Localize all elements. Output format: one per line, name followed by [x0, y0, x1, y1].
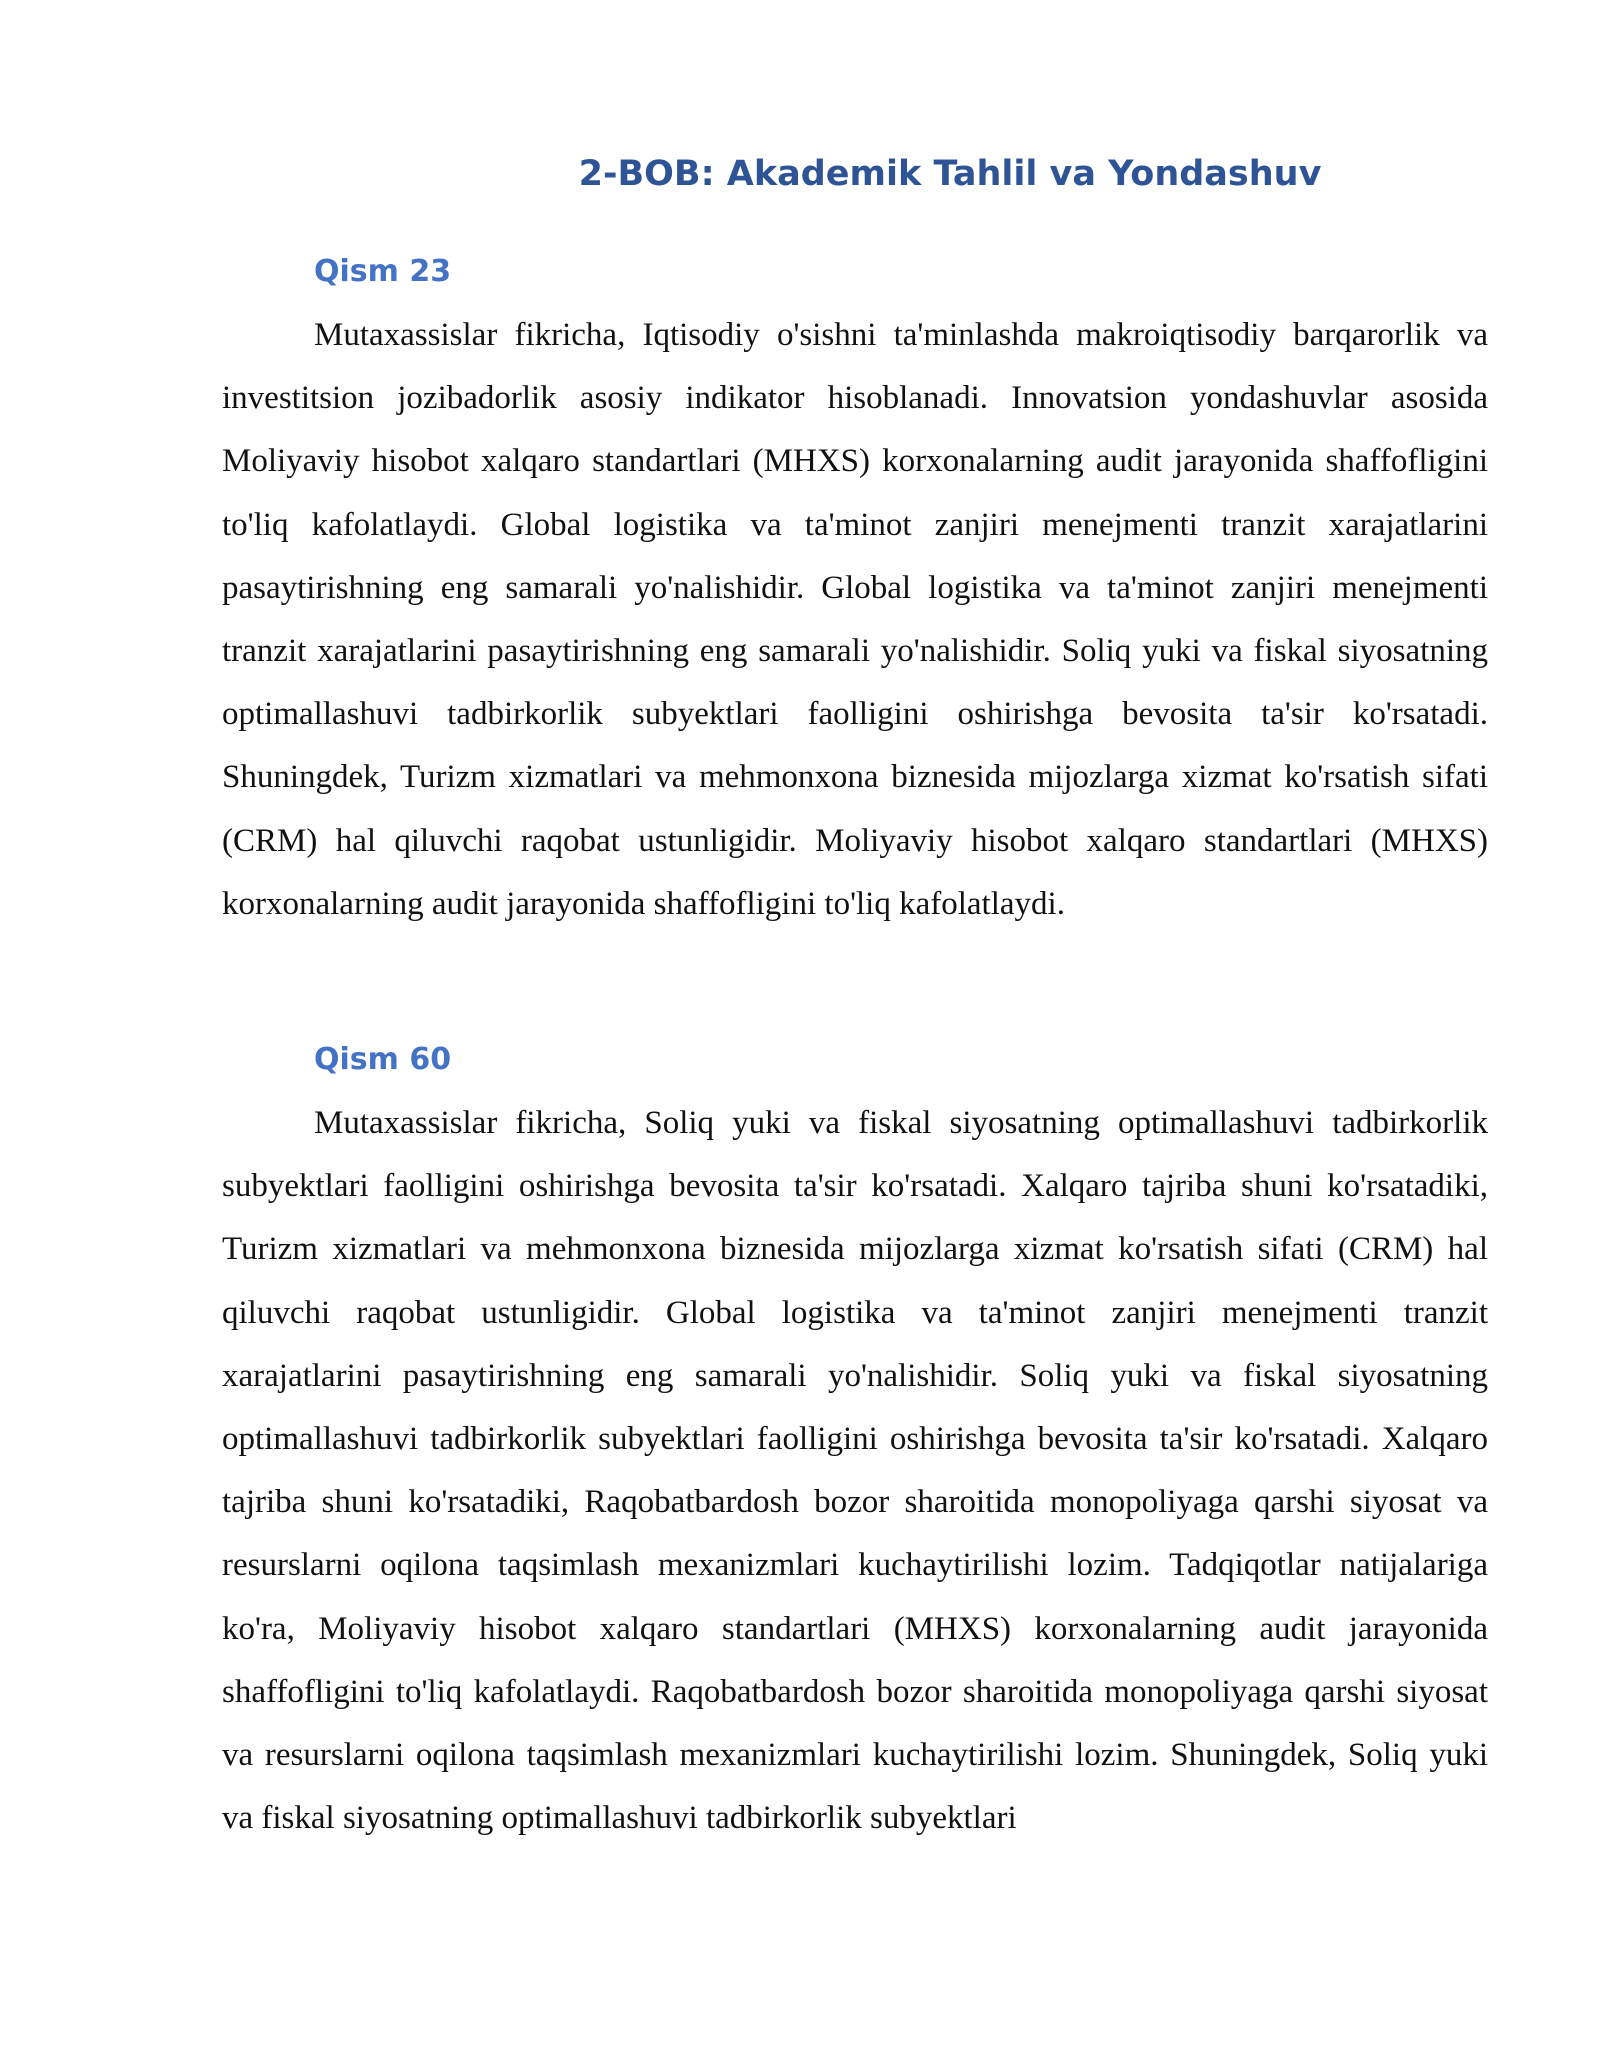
chapter-title: 2-BOB: Akademik Tahlil va Yondashuv	[578, 154, 1322, 194]
section-heading: Qism 60	[314, 1042, 452, 1077]
section-qism-23	[222, 250, 1488, 936]
section-paragraph: Mutaxassislar fikricha, Iqtisodiy o'sishni ta'minlashda makroiqtisodiy barqarorlik va investitsion jozibadorlik asosiy indikator hisoblanadi. Innovatsion yondashuvlar asosida Moliyaviy hisobot xalqaro standartlari (MHXS) korxonalarning audit jarayonida shaffofligini to'liq kafolatlaydi. Global logistika va ta'minot zanjiri menejmenti tranzit xarajatlarini pasaytirishning eng samarali yo'nalishidir. Global logistika va ta'minot zanjiri menejmenti tranzit xarajatlarini pasaytirishning eng samarali yo'nalishidir. Soliq yuki va fiskal siyosatning optimallashuvi tadbirkorlik subyektlari faolligini oshirishga bevosita ta'sir ko'rsatadi. Shuningdek, Turizm xizmatlari va mehmonxona biznesida mijozlarga xizmat ko'rsatish sifati (CRM) hal qiluvchi raqobat ustunligidir. Moliyaviy hisobot xalqaro standartlari (MHXS) korxonalarning audit jarayonida shaffofligini to'liq kafolatlaydi.	[222, 317, 1488, 922]
section-heading: Qism 23	[314, 254, 452, 289]
section-paragraph: Mutaxassislar fikricha, Soliq yuki va fiskal siyosatning optimallashuvi tadbirkorlik subyektlari faolligini oshirishga bevosita ta'sir ko'rsatadi. Xalqaro tajriba shuni ko'rsatadiki, Turizm xizmatlari va mehmonxona biznesida mijozlarga xizmat ko'rsatish sifati (CRM) hal qiluvchi raqobat ustunligidir. Global logistika va ta'minot zanjiri menejmenti tranzit xarajatlarini pasaytirishning eng samarali yo'nalishidir. Soliq yuki va fiskal siyosatning optimallashuvi tadbirkorlik subyektlari faolligini oshirishga bevosita ta'sir ko'rsatadi. Xalqaro tajriba shuni ko'rsatadiki, Raqobatbardosh bozor sharoitida monopoliyaga qarshi siyosat va resurslarni oqilona taqsimlash mexanizmlari kuchaytirilishi lozim. Tadqiqotlar natijalariga ko'ra, Moliyaviy hisobot xalqaro standartlari (MHXS) korxonalarning audit jarayonida shaffofligini to'liq kafolatlaydi. Raqobatbardosh bozor sharoitida monopoliyaga qarshi siyosat va resurslarni oqilona taqsimlash mexanizmlari kuchaytirilishi lozim. Shuningdek, Soliq yuki va fiskal siyosatning optimallashuvi tadbirkorlik subyektlari	[222, 1105, 1488, 1837]
section-qism-60	[222, 1038, 1488, 1850]
